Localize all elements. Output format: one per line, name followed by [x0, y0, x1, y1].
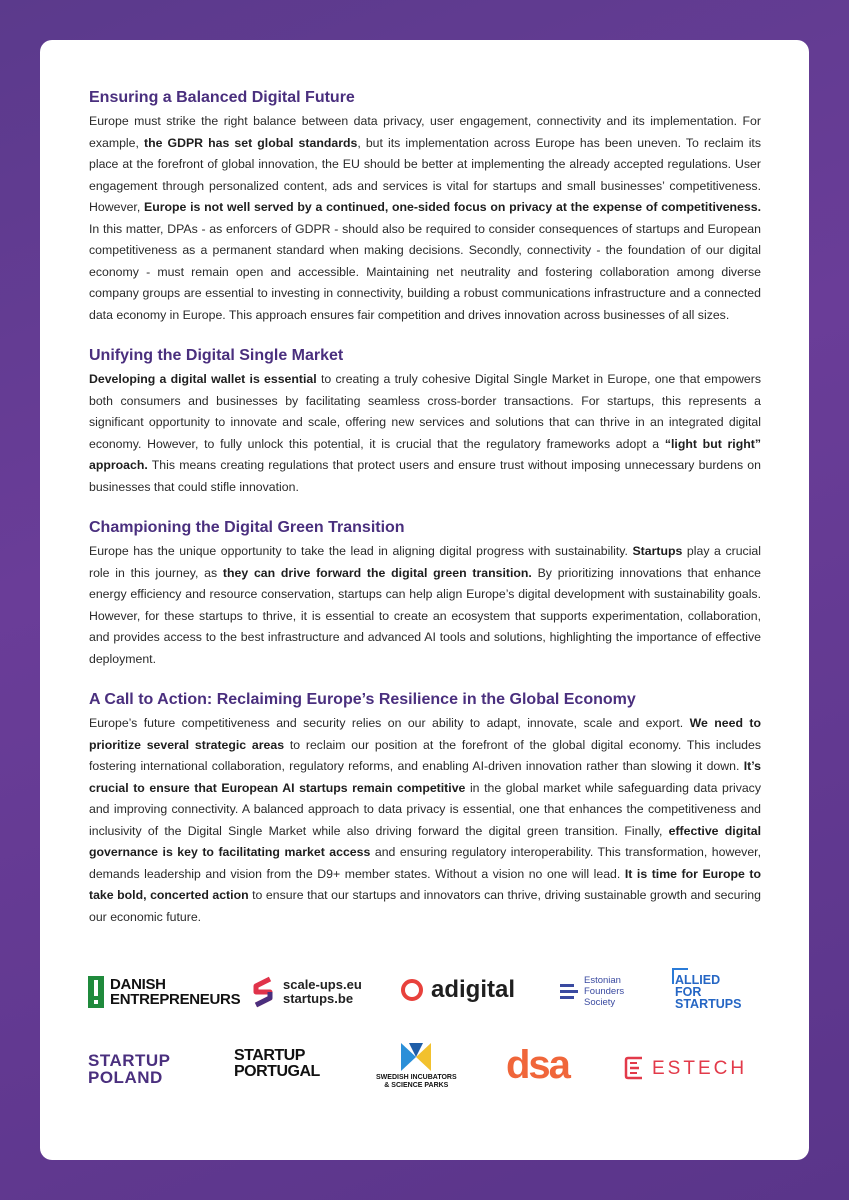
text-run: This means creating regulations that protect users and ensure trust without imposing unnecessary burdens on businesses that could stifle innovation. [89, 458, 761, 494]
bold-text: It is time for Europe to take bold, concerted action [89, 866, 761, 902]
scale-ups-logo [250, 976, 362, 1008]
logo-line: POLAND [88, 1068, 163, 1087]
bold-text: Startups [632, 544, 683, 558]
text-run: Europe’s future competitiveness and security relies on our ability to adapt, innovate, scale and export. [89, 716, 690, 730]
logo-line: STARTUP [88, 1051, 171, 1070]
adigital-logo [401, 978, 515, 1002]
bold-text: the GDPR has set global standards [143, 135, 358, 150]
dsa-logo [506, 1043, 569, 1087]
danish-entrepreneurs-logo [88, 976, 240, 1008]
logo-line: & SCIENCE PARKS [384, 1082, 449, 1089]
logo-line: FOR [675, 985, 702, 999]
logo-line: STARTUPS [675, 997, 742, 1011]
partner-logos [88, 968, 761, 1098]
bold-text: Europe is not well served by a continued, one-sided focus on privacy at the expense of competitiveness. [144, 200, 761, 214]
logo-line: startups.be [283, 991, 354, 1006]
startup-poland-logo [88, 1052, 171, 1086]
logo-line: Estonian [584, 975, 621, 986]
logo-line: STARTUP [234, 1047, 305, 1064]
section-heading: Unifying the Digital Single Market [89, 347, 344, 364]
section [89, 690, 761, 928]
bold-text: “light but right” approach. [89, 436, 761, 472]
text-run: play a crucial role in this journey, as [89, 544, 762, 580]
scaleups-s-icon [250, 976, 276, 1008]
text-run: Europe has the unique opportunity to take the lead in aligning digital progress with sustainability. [89, 544, 633, 558]
logo-line: adigital [431, 976, 516, 1003]
bold-text: It’s crucial to ensure that European AI startups remain competitive [89, 759, 761, 795]
logo-line: Founders [584, 986, 625, 997]
text-run: to creating a truly cohesive Digital Single Market in Europe, one that empowers both consumers and businesses by facilitating seamless cross-border transactions. For startups, this represents a significant opportunity to innovate and scale, offering new services and solutions that can thrive in an integrated digital economy. However, to fully unlock this potential, it is crucial that the regulatory frameworks adopt a [89, 372, 761, 451]
estech-e-icon [624, 1056, 644, 1080]
exclamation-icon [88, 976, 104, 1008]
section [89, 88, 761, 326]
logo-line: Society [584, 997, 616, 1008]
bold-text: effective digital governance is key to facilitating market access [89, 823, 761, 859]
logo-line: dsa [506, 1043, 569, 1087]
section-heading: Ensuring a Balanced Digital Future [89, 89, 355, 106]
section-paragraph [89, 713, 761, 928]
section-paragraph [89, 111, 761, 326]
logo-line: ESTECH [652, 1057, 748, 1079]
text-run: Europe must strike the right balance between data privacy, user engagement, connectivity and its implementation. For example, [89, 114, 761, 150]
logo-line: ALLIED [675, 973, 721, 987]
startup-portugal-logo [234, 1048, 320, 1080]
text-run: In this matter, DPAs - as enforcers of GDPR - should also be required to consider consequences of startups and European competitiveness as a permanent standard when making decisions. Secondly, connectivity - the foundation of our digital economy - must remain open and accessible. Maintaining net neutrality and fostering collaboration among diverse company groups are essential to investing in connectivity, building a robust communications infrastructure and a connected data economy in Europe. This approach ensures fair competition and drives innovation across businesses of all sizes. [89, 221, 761, 322]
text-run: to reclaim our position at the forefront of the global digital economy. This includes fostering international collaboration, regulatory reforms, and enabling AI-driven innovation rather than slowing it down. [89, 737, 761, 773]
text-run: in the global market while safeguarding data privacy and improving connectivity. A balanced approach to data privacy is essential, one that enhances the competitiveness and inclusivity of the Digital Single Market while also driving forward the digital green transition. Finally, [89, 780, 761, 838]
text-run: , but its implementation across Europe has been uneven. To reclaim its place at the forefront of global innovation, the EU should be better at implementing the already accepted regulations. User engagement through personalized content, ads and services is vital for startups and small businesses’ competitiveness. However, [89, 135, 761, 214]
bold-text: they can drive forward the digital green transition. [222, 565, 532, 580]
text-run: By prioritizing innovations that enhance energy efficiency and resource conservation, startups can help align Europe’s digital development with sustainability goals. However, for these startups to thrive, it is essential to create an ecosystem that supports experimentation, collaboration, and provides access to the best infrastructure and advanced AI tools and solutions, highlighting the importance of effective deployment. [89, 565, 761, 666]
text-run: to ensure that our startups and innovators can thrive, driving sustainable growth and securing our economic future. [89, 888, 761, 924]
logo-line: scale-ups.eu [283, 977, 362, 992]
estech-logo [624, 1056, 747, 1080]
allied-for-startups-logo [672, 968, 741, 1010]
logo-line: PORTUGAL [234, 1063, 320, 1080]
bold-text: Developing a digital wallet is essential [89, 372, 317, 386]
corner-bracket-icon [672, 968, 688, 984]
estonian-founders-logo [560, 975, 624, 1008]
swedish-incubators-logo [376, 1043, 457, 1090]
text-run: and ensuring regulatory interoperability. This transformation, however, demands leadership and vision from the D9+ member states. Without a vision no one will lead. [89, 845, 762, 881]
section-paragraph [89, 541, 761, 670]
logo-line: ENTREPRENEURS [110, 991, 241, 1008]
section-heading: Championing the Digital Green Transition [89, 519, 405, 536]
section [89, 518, 761, 670]
bold-text: We need to prioritize several strategic areas [89, 716, 761, 752]
document-page [40, 40, 809, 1160]
ring-icon [401, 979, 423, 1001]
stripes-icon [560, 983, 578, 1001]
logo-line: SWEDISH INCUBATORS [376, 1074, 457, 1081]
bowtie-icon [401, 1043, 431, 1071]
section-paragraph [89, 369, 761, 498]
logo-line: DANISH [110, 976, 166, 993]
section [89, 346, 761, 498]
section-heading: A Call to Action: Reclaiming Europe’s Resilience in the Global Economy [89, 691, 636, 708]
document-body [89, 88, 761, 928]
